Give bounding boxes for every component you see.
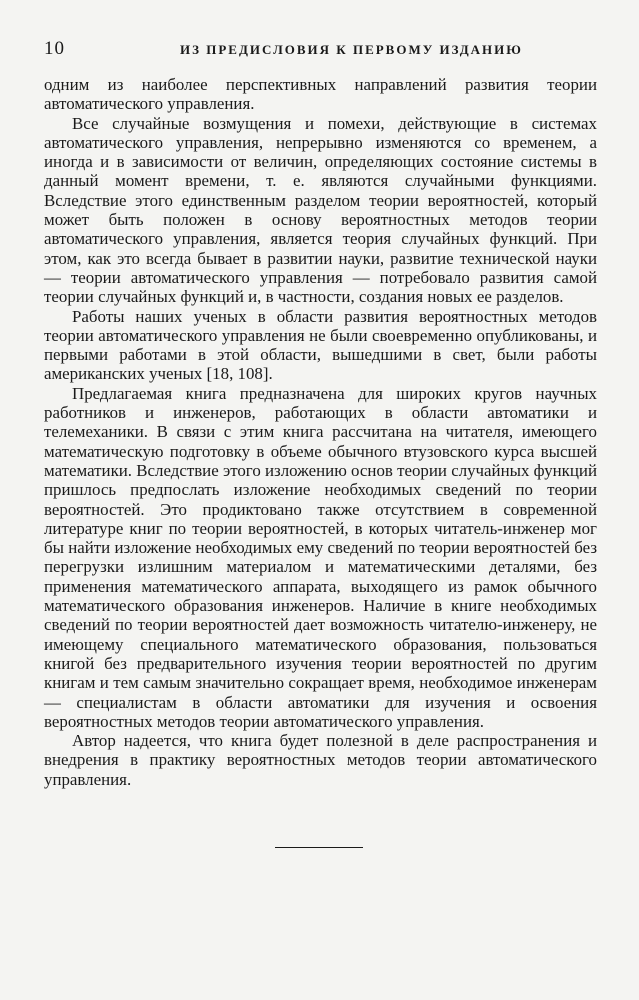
- paragraph-works-of-scientists: Работы наших ученых в области развития вероятностных методов теории автоматического управления не были своевременно опубликованы, и первыми работами в этой области, вышедшими в свет, были работы американских ученых [18, 108].: [44, 306, 597, 384]
- paragraph-continuation: одним из наиболее перспективных направлений развития теории автоматического управления.: [44, 75, 597, 114]
- paragraph-book-purpose: Предлагаемая книга предназначена для широких кругов научных работников и инженеров, работающих в области автоматики и телемеханики. В связи с этим книга рассчитана на читателя, имеющего математическую подготовку в объеме обычного втузовского курса высшей математики. Вследствие этого изложению основ теории случайных функций пришлось предпослать изложение необходимых сведений по теории вероятностей. Это продиктовано также отсутствием в современной литературе книг по теории вероятностей, в которых читатель-инженер мог бы найти изложение необходимых ему сведений по теории вероятностей без перегрузки излишним материалом и математическими деталями, без применения математического аппарата, выходящего из рамок обычного математического образования инженеров. Наличие в книге необходимых сведений по теории вероятностей дает возможность читателю-инженеру, не имеющему специального математического образования, пользоваться книгой без предварительного изучения теории вероятностей по другим книгам и тем самым значительно сокращает время, необходимое инженерам — специалистам в области автоматики для изучения и освоения вероятностных методов теории автоматического управления.: [44, 383, 597, 731]
- paragraph-random-disturbances: Все случайные возмущения и помехи, действующие в системах автоматического управления, непрерывно изменяются со временем, а иногда и в зависимости от величин, определяющих состояние системы в данный момент времени, т. е. являются случайными функциями. Вследствие этого единственным разделом теории вероятностей, который может быть положен в основу вероятностных методов теории автоматического управления, является теория случайных функций. При этом, как это всегда бывает в развитии науки, развитие технической науки — теории автоматического управления — потребовало развития самой теории случайных функций и, в частности, создания новых ее разделов.: [44, 113, 597, 307]
- body-text: [44, 75, 597, 789]
- page-header: [44, 38, 596, 62]
- running-head: ИЗ ПРЕДИСЛОВИЯ К ПЕРВОМУ ИЗДАНИЮ: [180, 42, 523, 57]
- page-number: 10: [44, 38, 65, 59]
- section-end-rule: [275, 847, 363, 848]
- paragraph-author-hope: Автор надеется, что книга будет полезной в деле распространения и внедрения в практику вероятностных методов теории автоматического управления.: [44, 731, 597, 789]
